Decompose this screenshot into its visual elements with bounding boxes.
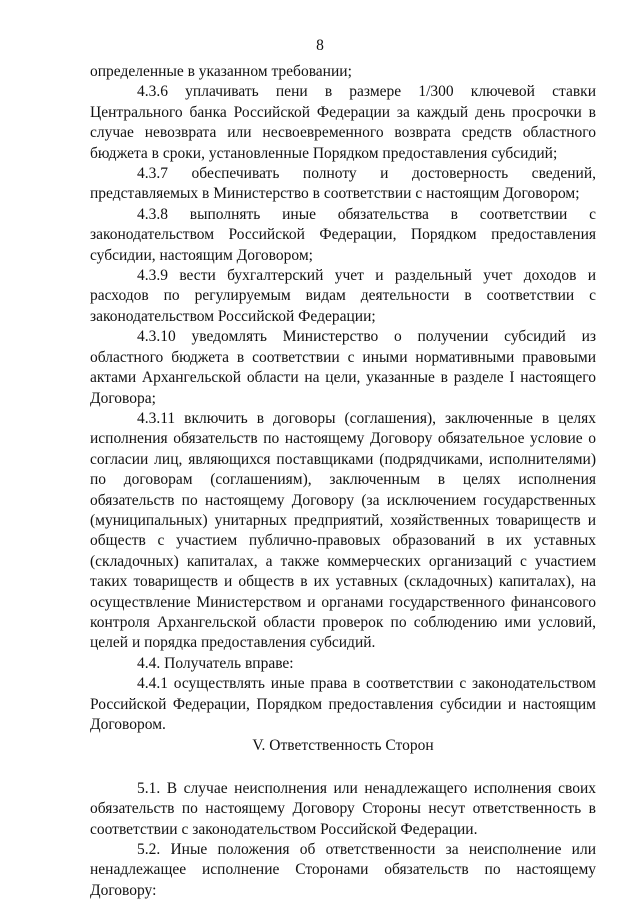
page-number: 8	[316, 37, 324, 54]
paragraph-5-2: 5.2. Иные положения об ответственности за неисполнение или ненадлежащее исполнение Сторонами обязательств по настоящему Договору:	[90, 841, 596, 899]
paragraph-4-3-9: 4.3.9 вести бухгалтерский учет и раздельный учет доходов и расходов по регулируемым видам деятельности в соответствии с законодательством Российской Федерации;	[90, 267, 596, 325]
heading-spacer	[90, 757, 596, 779]
paragraph-4-3-10: 4.3.10 уведомлять Министерство о получении субсидий из областного бюджета в соответствии с иными нормативными правовыми актами Архангельской области на цели, указанные в разделе I настоящего Договора;	[90, 328, 596, 407]
paragraph-4-4-1: 4.4.1 осуществлять иные права в соответствии с законодательством Российской Федерации, Порядком предоставления субсидии и настоящим Договором.	[90, 675, 596, 733]
paragraph-4-3-7: 4.3.7 обеспечивать полноту и достоверность сведений, представляемых в Министерство в соответствии с настоящим Договором;	[90, 165, 596, 203]
document-body	[90, 62, 596, 901]
paragraph-4-4: 4.4. Получатель вправе:	[137, 654, 294, 672]
paragraph-4-3-6: 4.3.6 уплачивать пени в размере 1/300 ключевой ставки Центрального банка Российской Федерации за каждый день просрочки в случае невозврата или несвоевременного возврата средств областного бюджета в сроки, установленные Порядком предоставления субсидий;	[90, 83, 596, 162]
section-heading: V. Ответственность Сторон	[252, 737, 434, 755]
paragraph-continuation: определенные в указанном требовании;	[90, 63, 352, 80]
paragraph-4-3-11: 4.3.11 включить в договоры (соглашения), заключенные в целях исполнения обязательств по настоящему Договору обязательное условие о согласии лиц, являющихся поставщиками (подрядчиками, исполнителями) по договорам (соглашениям), заключенным в целях исполнения обязательств по настоящему Договору (за исключением государственных (муниципальных) унитарных предприятий, хозяйственных товариществ и обществ с участием публично-правовых образований в их уставных (складочных) капиталах, а также коммерческих организаций с участием таких товариществ и обществ в их уставных (складочных) капиталах), на осуществление Министерством и органами государственного финансового контроля Архангельской области проверок по соблюдению ими условий, целей и порядка предоставления субсидий.	[90, 409, 596, 652]
paragraph-4-3-8: 4.3.8 выполнять иные обязательства в соответствии с законодательством Российской Федерации, Порядком предоставления субсидии, настоящим Договором;	[90, 205, 596, 264]
paragraph-5-1: 5.1. В случае неисполнения или ненадлежащего исполнения своих обязательств по настоящему Договору Стороны несут ответственность в соответствии с законодательством Российской Федерации.	[90, 779, 596, 838]
